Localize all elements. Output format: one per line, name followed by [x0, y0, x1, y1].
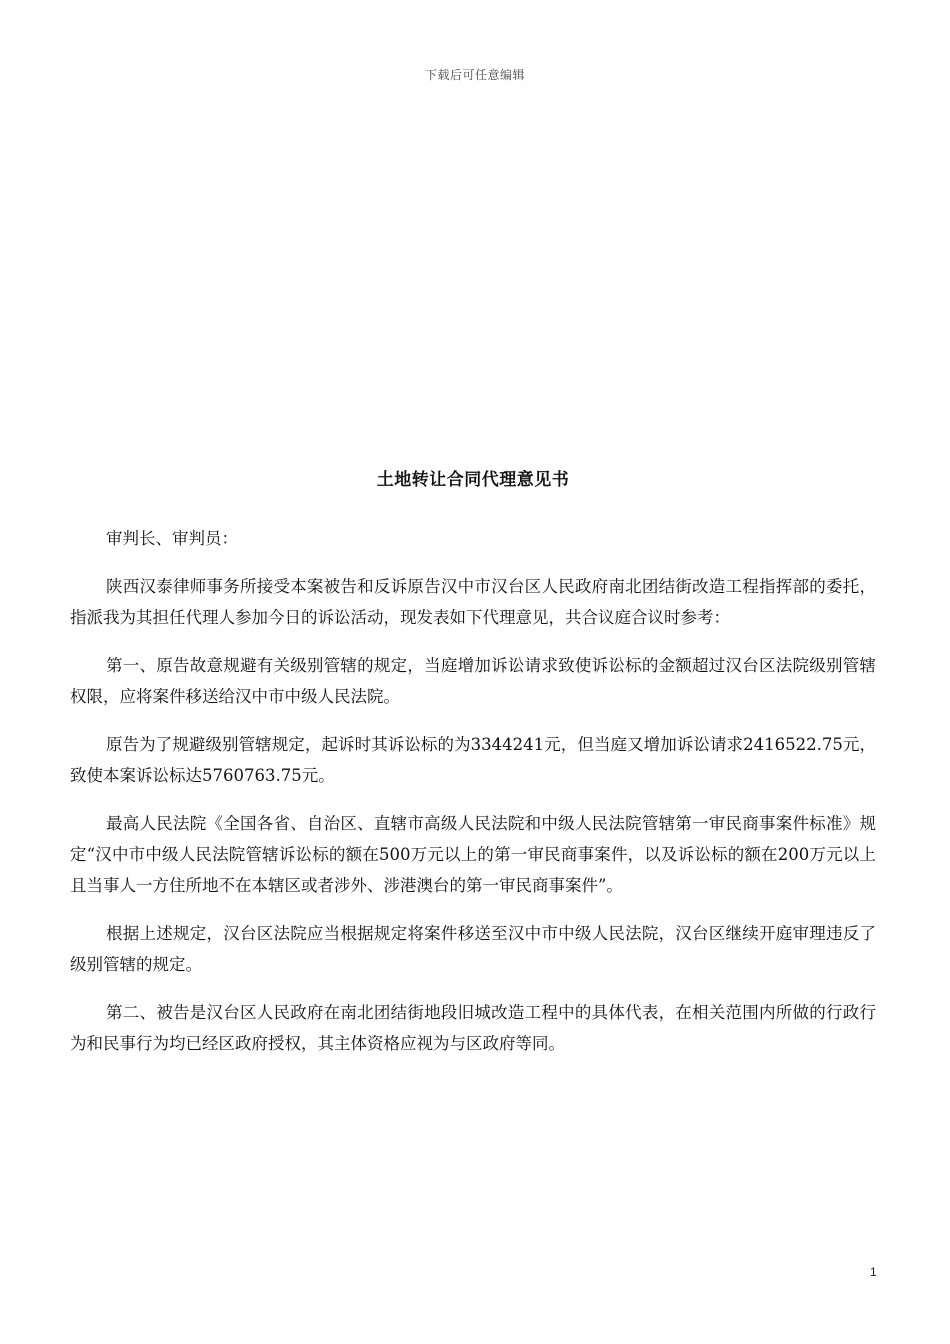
- page-header: 下载后可任意编辑: [424, 68, 525, 82]
- document-body: [70, 466, 876, 1076]
- body-paragraph: 最高人民法院《全国各省、自治区、直辖市高级人民法院和中级人民法院管辖第一审民商事案件标准》规定“汉中市中级人民法院管辖诉讼标的额在500万元以上的第一审民商事案件，以及诉讼标的额在200万元以上且当事人一方住所地不在本辖区或者涉外、涉港澳台的第一审民商事案件”。: [70, 814, 876, 895]
- body-paragraph: 第二、被告是汉台区人民政府在南北团结街地段旧城改造工程中的具体代表，在相关范围内所做的行政行为和民事行为均已经区政府授权，其主体资格应视为与区政府等同。: [70, 1003, 876, 1053]
- document-title: 土地转让合同代理意见书: [376, 470, 570, 490]
- body-paragraph: 根据上述规定，汉台区法院应当根据规定将案件移送至汉中市中级人民法院，汉台区继续开庭审理违反了级别管辖的规定。: [70, 924, 876, 974]
- body-paragraph: 原告为了规避级别管辖规定，起诉时其诉讼标的为3344241元，但当庭又增加诉讼请求2416522.75元，致使本案诉讼标达5760763.75元。: [70, 735, 876, 785]
- page-number: 1: [870, 1265, 877, 1279]
- body-paragraph: 第一、原告故意规避有关级别管辖的规定，当庭增加诉讼请求致使诉讼标的金额超过汉台区法院级别管辖权限，应将案件移送给汉中市中级人民法院。: [70, 656, 876, 706]
- body-paragraph: 陕西汉泰律师事务所接受本案被告和反诉原告汉中市汉台区人民政府南北团结街改造工程指挥部的委托，指派我为其担任代理人参加今日的诉讼活动，现发表如下代理意见，共合议庭合议时参考：: [70, 577, 876, 627]
- salutation-paragraph: 审判长、审判员：: [106, 529, 238, 548]
